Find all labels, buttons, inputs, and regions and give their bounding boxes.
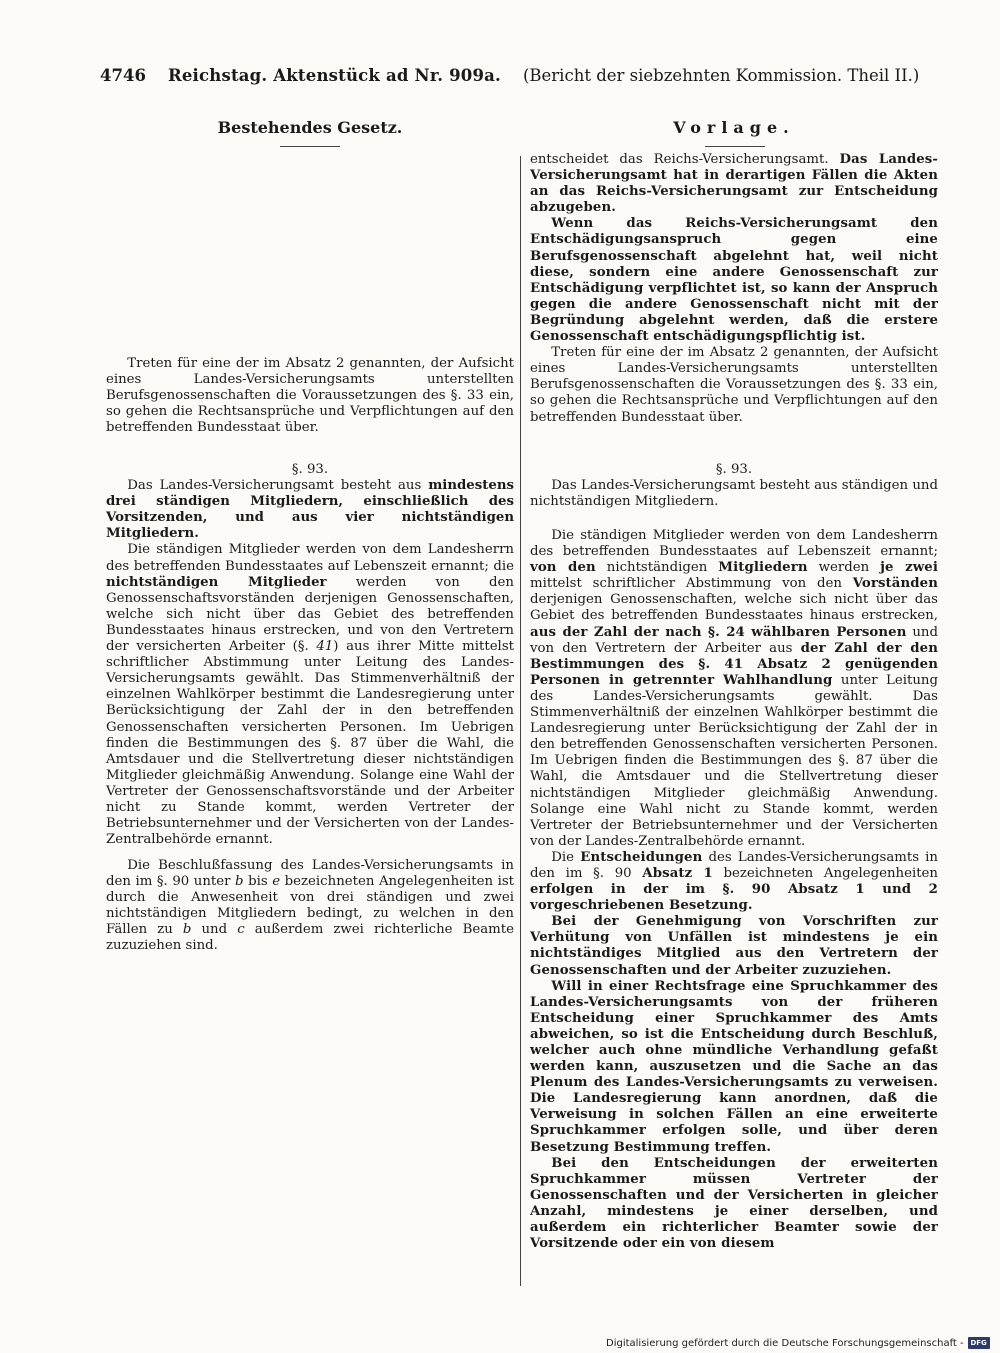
- right-section-93: [530, 462, 938, 510]
- left-column-heading: Bestehendes Gesetz.: [217, 118, 403, 137]
- right-heading-rule: [705, 146, 765, 147]
- emphasis-run: der Zahl der den Bestimmungen des §. 41 Absatz 2 genügenden Personen in getrennter Wahlhandlung: [530, 640, 938, 688]
- text-run: und von den Vertretern der Arbeiter aus: [530, 624, 938, 656]
- left-paragraph-transfer: Treten für eine der im Absatz 2 genannten, der Aufsicht eines Landes-Versicherungsamts unterstellten Berufsgenossenschaften die Voraussetzungen des §. 33 ein, so gehen die Rechtsansprüche und Verpflichtungen auf den betreffenden Bundesstaat über.: [106, 356, 514, 436]
- emphasis-run: Mitgliedern: [718, 560, 808, 576]
- text-run: Die ständigen Mitglieder werden von dem Landesherrn des betreffenden Bundesstaates auf Lebenszeit ernannt; die: [106, 542, 514, 574]
- right-section-para-6: [530, 1156, 938, 1253]
- italic-run: 41: [316, 639, 334, 655]
- digitization-credit: [606, 1337, 996, 1349]
- right-section-para-5: [530, 979, 938, 1156]
- text-run: Die ständigen Mitglieder werden von dem Landesherrn des betreffenden Bundesstaates auf Lebenszeit ernannt;: [530, 528, 938, 560]
- right-section-para-4: [530, 914, 938, 978]
- running-header: [100, 66, 940, 85]
- italic-run: b: [182, 922, 192, 938]
- text-run: mittelst schriftlicher Abstimmung von den: [530, 576, 853, 592]
- text-run: bezeichneten Angelegenheiten: [712, 865, 938, 881]
- page-number: 4746: [100, 66, 146, 85]
- emphasis-run: Bei den Entscheidungen der erweiterten Spruchkammer müssen Vertreter der Genossenschaften und der Versicherten in gleicher Anzahl, mindestens je einer derselben, und außerdem ein richterlicher Beamter sowie der Vorsitzende oder ein von diesem: [530, 1155, 938, 1252]
- right-column-heading: Vorlage.: [673, 118, 795, 137]
- italic-run: e: [272, 874, 281, 890]
- right-para-rejection: [530, 216, 938, 345]
- right-column: [530, 152, 938, 426]
- right-section-body: [530, 528, 938, 1252]
- left-column: [106, 356, 514, 436]
- header-title: Reichstag. Aktenstück ad Nr. 909a.: [167, 66, 501, 85]
- text-run: derjenigen Genossenschaften, welche sich nicht über das Gebiet des betreffenden Bundesstaates hinaus erstrecken,: [530, 592, 938, 624]
- text-run: werden: [807, 560, 881, 576]
- right-para-transfer: Treten für eine der im Absatz 2 genannten, der Aufsicht eines Landes-Versicherungsamts unterstellten Berufsgenossenschaften die Voraussetzungen des §. 33 ein, so gehen die Rechtsansprüche und Verpflichtungen auf den betreffenden Bundesstaat über.: [530, 345, 938, 425]
- italic-run: b: [235, 874, 244, 890]
- text-run: bis: [243, 874, 273, 890]
- emphasis-run: erfolgen in der im §. 90 Absatz 1 und 2 vorgeschriebenen Besetzung.: [530, 882, 938, 914]
- italic-run: c: [237, 922, 245, 938]
- left-closing-paragraph: [106, 858, 514, 955]
- text-run: und: [191, 922, 238, 938]
- emphasis-run: Bei der Genehmigung von Vorschriften zur Verhütung von Unfällen ist mindestens je ein nichtständiges Mitglied aus den Vertretern der Genossenschaften und der Arbeiter zuzuziehen.: [530, 914, 938, 978]
- left-section-93: [106, 462, 514, 848]
- right-section-para-3: [530, 850, 938, 914]
- left-section-para-2: [106, 542, 514, 848]
- text-run: unter Leitung des Landes-Versicherungsamts gewählt. Das Stimmenverhältniß der einzelnen Wahlkörper bestimmt die Landesregierung unter Berücksichtigung der Zahl der in den betreffenden Genossenschaften versicherten Personen. Im Uebrigen finden die Bestimmungen des §. 87 über die Wahl, die Amtsdauer und die Stellvertretung dieser nichtständigen Mitglieder gleichmäßig Anwendung. Solange eine Wahl nicht zu Stande kommt, werden Vertreter der Betriebsunternehmer und der Versicherten von der Landes-Zentralbehörde ernannt.: [530, 672, 938, 849]
- right-section-number: §. 93.: [715, 462, 753, 477]
- emphasis-run: nichtständigen Mitglieder: [106, 574, 327, 590]
- text-run: entscheidet das Reichs-Versicherungsamt.: [530, 152, 840, 167]
- credit-text: Digitalisierung gefördert durch die Deutsche Forschungsgemeinschaft -: [606, 1337, 964, 1349]
- emphasis-run: Absatz 1: [642, 865, 713, 881]
- emphasis-run: Entscheidungen: [580, 849, 703, 865]
- text-run: bezeichneten Angelegenheiten ist durch die Anwesenheit von drei ständigen und zwei nichtständigen Mitgliedern bedingt, zu welchen in den Fällen zu: [106, 874, 514, 938]
- text-run: ) aus ihrer Mitte mittelst schriftlicher Abstimmung unter Leitung des Landes-Versicherungsamts gewählt. Das Stimmenverhältniß der einzelnen Wahlkörper bestimmt die Landesregierung unter Berücksichtigung der Zahl der in den betreffenden Genossenschaften versicherten Personen. Im Uebrigen finden die Bestimmungen des §. 87 über die Wahl, die Amtsdauer und die Stellvertretung dieser nichtständigen Mitglieder gleichmäßig Anwendung. Solange eine Wahl der Vertreter der Genossenschaftsvorstände und der Arbeiter nicht zu Stande kommt, werden Vertreter der Betriebsunternehmer und der Versicherten von der Landes-Zentralbehörde ernannt.: [106, 639, 514, 848]
- text-run: werden von den Genossenschaftsvorständen derjenigen Genossenschaften, welche sich nicht über das Gebiet des betreffenden Bundesstaates hinaus erstrecken, und von den Vertretern der versicherten Arbeiter (§.: [106, 574, 514, 655]
- dfg-logo-icon: DFG: [968, 1337, 990, 1349]
- left-section-para-3: [106, 858, 514, 955]
- emphasis-run: Wenn das Reichs-Versicherungsamt den Entschädigungsanspruch gegen eine Berufsgenossenschaft abgelehnt hat, weil nicht diese, sondern eine andere Genossenschaft zur Entschädigung verpflichtet ist, so kann der Anspruch gegen die andere Genossenschaft nicht mit der Begründung abgelehnt werden, daß die erstere Genossenschaft entschädigungspflichtig ist.: [530, 216, 938, 345]
- emphasis-run: von den: [530, 560, 596, 576]
- text-run: Die: [551, 849, 581, 865]
- emphasis-run: je zwei: [880, 560, 938, 576]
- right-section-para-1: Das Landes-Versicherungsamt besteht aus ständigen und nichtständigen Mitgliedern.: [530, 478, 938, 510]
- emphasis-run: Das Landes-Versicherungsamt hat in derartigen Fällen die Akten an das Reichs-Versicherungsamt zur Entscheidung abzugeben.: [530, 152, 938, 216]
- column-divider: [520, 156, 521, 1286]
- text-run: Die Beschlußfassung des Landes-Versicherungsamts in den im §. 90 unter: [106, 858, 514, 890]
- text-run: außerdem zwei richterliche Beamte zuzuziehen sind.: [106, 922, 514, 954]
- emphasis-run: Will in einer Rechtsfrage eine Spruchkammer des Landes-Versicherungsamts von der früheren Entscheidung einer Spruchkammer des Amts abweichen, so ist die Entscheidung durch Beschluß, welcher auch ohne mündliche Verhandlung gefaßt werden kann, auszusetzen und die Sache an das Plenum des Landes-Versicherungsamts zu verweisen. Die Landesregierung kann anordnen, daß die Verweisung in solchen Fällen an eine erweiterte Spruchkammer erfolgen solle, und über deren Besetzung Bestimmung treffen.: [530, 978, 938, 1155]
- emphasis-run: mindestens drei ständigen Mitgliedern, einschließlich des Vorsitzenden, und aus vier nichtständigen Mitgliedern.: [106, 478, 514, 542]
- emphasis-run: Vorständen: [852, 576, 938, 592]
- left-section-para-1: [106, 478, 514, 542]
- header-subtitle: (Bericht der siebzehnten Kommission. Theil II.): [522, 66, 920, 85]
- left-heading-rule: [280, 146, 340, 147]
- right-section-para-2: [530, 528, 938, 850]
- right-para-continuation: [530, 152, 938, 216]
- text-run: nichtständigen: [595, 560, 719, 576]
- text-run: Das Landes-Versicherungsamt besteht aus: [127, 478, 429, 494]
- left-section-number: §. 93.: [291, 462, 329, 477]
- emphasis-run: aus der Zahl der nach §. 24 wählbaren Personen: [530, 624, 907, 640]
- text-run: des Landes-Versicherungsamts in den im §. 90: [530, 849, 938, 881]
